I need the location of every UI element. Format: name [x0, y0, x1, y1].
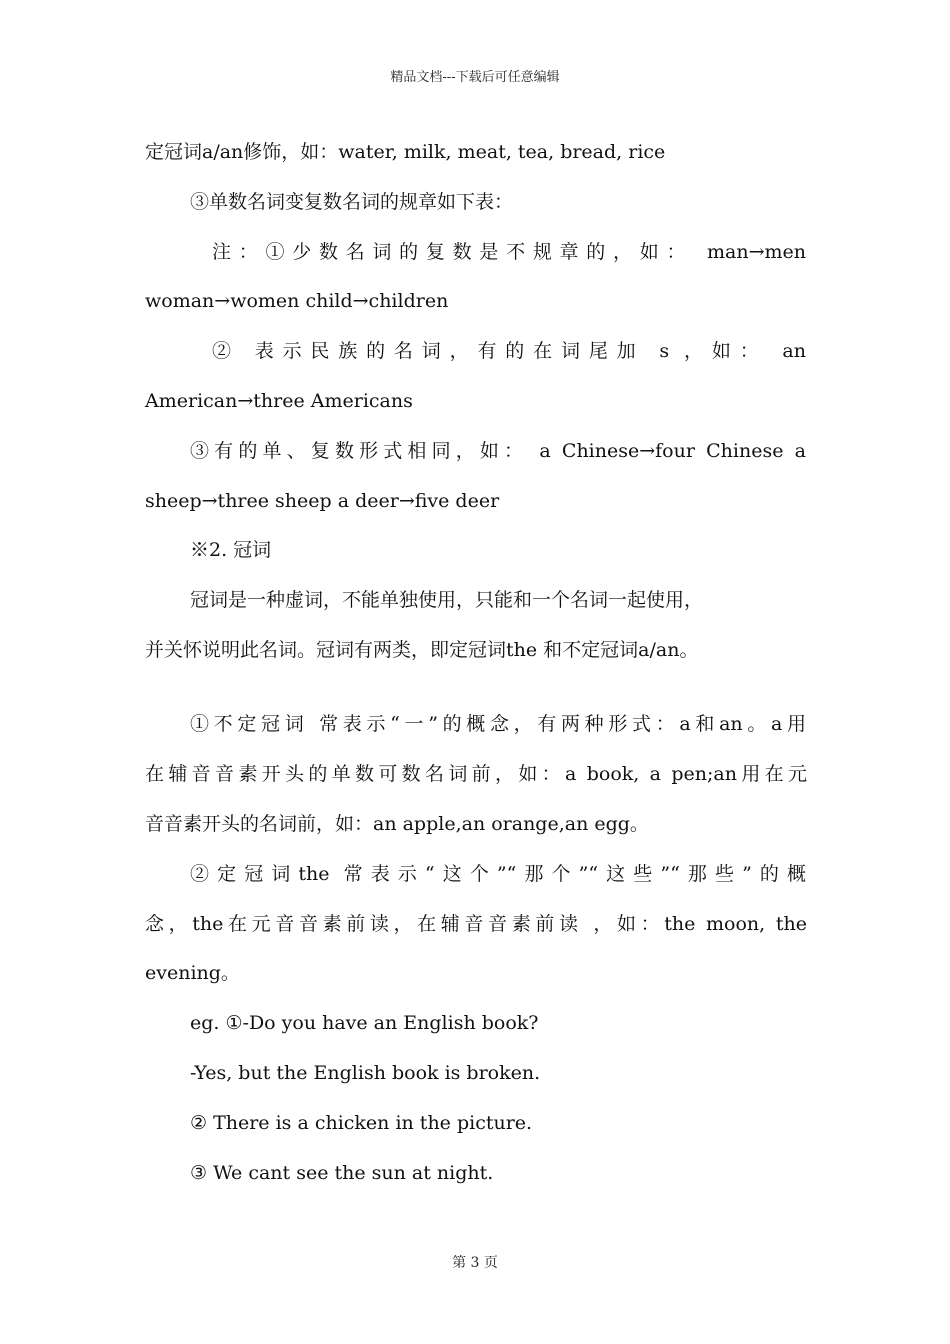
text-line-5: ② 表示民族的名词，有的在词尾加 s ，如： an: [212, 340, 806, 362]
text-line-12: ①不定冠词 常表示“一”的概念，有两种形式：a和an。a用: [190, 713, 806, 735]
example-line-1: eg. ①-Do you have an English book?: [190, 1012, 539, 1034]
text-line-10: 冠词是一种虚词，不能单独使用，只能和一个名词一起使用，: [190, 589, 704, 611]
text-line-3: 注：①少数名词的复数是不规章的，如： man→men: [212, 241, 806, 263]
text-line-6: American→three Americans: [145, 390, 413, 412]
text-line-16: 念，the在元音音素前读，在辅音音素前读 ，如：the moon, the: [145, 913, 807, 935]
text-line-7: ③有的单、复数形式相同，如： a Chinese→four Chinese a: [190, 440, 806, 462]
text-line-13: 在辅音音素开头的单数可数名词前，如：a book, a pen;an用在元: [145, 763, 807, 785]
text-line-2: ③单数名词变复数名词的规章如下表：: [190, 191, 514, 213]
section-heading: ※2. 冠词: [190, 539, 272, 561]
example-line-2: -Yes, but the English book is broken.: [190, 1062, 541, 1084]
page-footer: 第 3 页: [452, 1255, 498, 1271]
text-line-14: 音音素开头的名词前，如：an apple,an orange,an egg。: [145, 813, 649, 835]
text-line-4: woman→women child→children: [145, 290, 449, 312]
example-line-3: ② There is a chicken in the picture.: [190, 1112, 533, 1134]
text-line-8: sheep→three sheep a deer→five deer: [145, 490, 500, 512]
text-line-15: ②定冠词the 常表示“这个”“那个”“这些”“那些”的概: [190, 863, 806, 885]
page-header: 精品文档---下载后可任意编辑: [390, 70, 560, 85]
example-line-4: ③ We cant see the sun at night.: [190, 1162, 494, 1184]
text-line-17: evening。: [145, 962, 240, 984]
text-line-11: 并关怀说明此名词。冠词有两类，即定冠词the 和不定冠词a/an。: [145, 639, 699, 661]
text-line-1: 定冠词a/an修饰，如：water, milk, meat, tea, bread, rice: [145, 141, 666, 163]
